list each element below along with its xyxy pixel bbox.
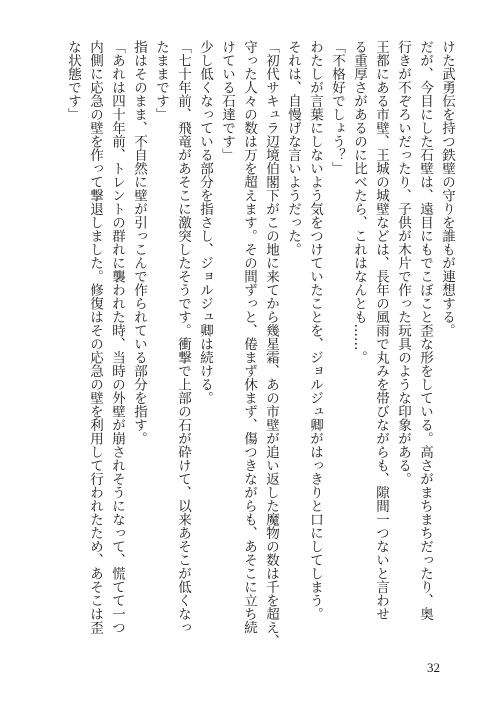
text-line: わたしが言葉にしないよう気をつけていたことを、ジョルジュ卿がはっきりと口にしてしまう。 — [307, 40, 323, 621]
text-line: 「七十年前、飛竜があそこに激突したそうです。衝撃で上部の石が砕けて、以来あそこが低くなっ — [175, 40, 191, 634]
text-line: たままです」 — [153, 40, 169, 121]
text-line: それは、自慢げな言いようだった。 — [285, 40, 301, 256]
text-line: 「初代サキュラ辺境伯閣下がこの地に来てから幾星霜、あの市壁が追い返した魔物の数は千を超え、 — [263, 40, 279, 648]
text-line: 行きが不ぞろいだったり、子供が木片で作った玩具のような印象がある。 — [395, 40, 411, 486]
page-number: 32 — [427, 660, 440, 675]
text-line: 指はそのまま、不自然に壁が引っこんで作られている部分を指す。 — [131, 40, 147, 445]
text-line: だが、今目にした石壁は、遠目にもでこぼこと歪な形をしている。高さがまちまちだったり、奥 — [417, 40, 433, 621]
text-line: 「不格好でしょう？」 — [329, 40, 345, 175]
text-line: 内側に応急の壁を作って撃退しました。修復はその応急の壁を利用して行われたため、あそこは歪 — [87, 40, 103, 634]
text-line: 王都にある市壁、王城の城壁などは、長年の風雨で丸みを帯びながらも、隙間一つないと言わせ — [373, 40, 389, 621]
text-line: けている石達です」 — [219, 40, 235, 162]
text-line: 守った人々の数は万を超えます。その間ずっと、倦まず休まず、傷つきながらも、あそこに立ち続 — [241, 40, 257, 634]
text-line: 「あれは四十年前、トレントの群れに襲われた時、当時の外壁が崩されそうになって、慌てて一つ — [109, 40, 125, 634]
vertical-text-body — [62, 40, 458, 648]
text-line: 少し低くなっている部分を指さし、ジョルジュ卿は続ける。 — [197, 40, 213, 405]
text-line: な状態です」 — [65, 40, 81, 121]
text-line: けた武勇伝を持つ鉄壁の守りを誰もが連想する。 — [439, 40, 455, 337]
text-line: る重厚さがあるのに比べたら、これはなんとも……。 — [351, 40, 367, 364]
